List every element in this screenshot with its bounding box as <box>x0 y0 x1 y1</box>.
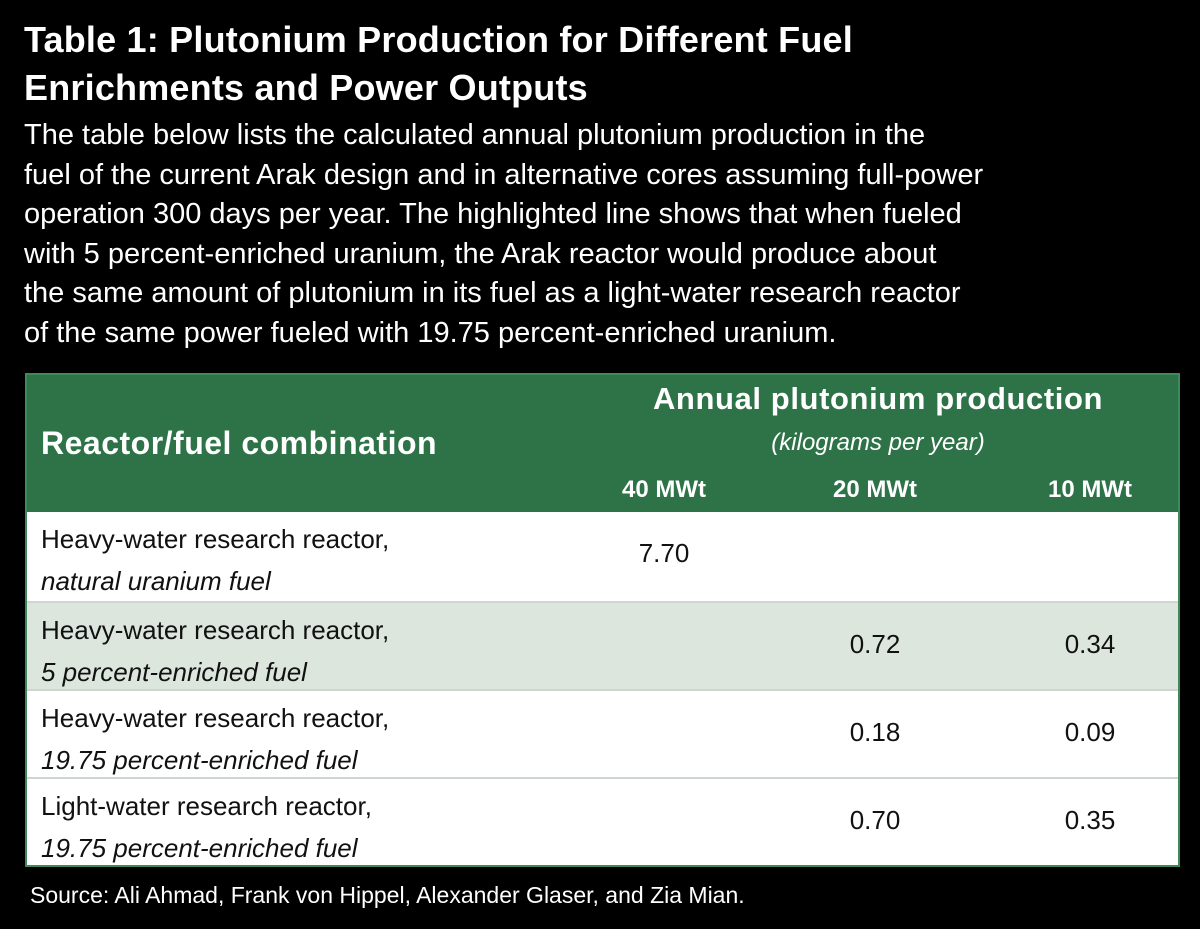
table-description <box>24 116 1189 354</box>
description-line: the same amount of plutonium in its fuel as a light-water research reactor <box>24 277 961 310</box>
table-row-highlighted <box>27 601 1178 689</box>
fuel-type: natural uranium fuel <box>41 566 271 596</box>
reactor-fuel-cell <box>41 609 389 693</box>
description-line: fuel of the current Arak design and in alternative cores assuming full-power <box>24 158 984 191</box>
reactor-fuel-cell <box>41 785 372 867</box>
power-header-40: 40 MWt <box>622 476 706 503</box>
description-line: of the same power fueled with 19.75 percent-enriched uranium. <box>24 316 837 349</box>
reactor-type: Light-water research reactor, <box>41 791 372 821</box>
reactor-fuel-column-header: Reactor/fuel combination <box>41 425 438 461</box>
value-20-mwt: 0.70 <box>849 805 901 835</box>
value-10-mwt: 0.35 <box>1064 805 1116 835</box>
plutonium-table <box>25 373 1180 867</box>
annual-production-header: Annual plutonium production <box>652 381 1104 416</box>
table-row <box>27 512 1178 601</box>
table-row <box>27 689 1178 777</box>
table-title <box>24 16 1184 112</box>
value-10-mwt: 0.34 <box>1064 629 1116 659</box>
table-row <box>27 777 1178 867</box>
reactor-type: Heavy-water research reactor, <box>41 615 390 645</box>
power-header-20: 20 MWt <box>833 476 917 503</box>
value-20-mwt: 0.18 <box>849 717 901 747</box>
reactor-type: Heavy-water research reactor, <box>41 703 390 733</box>
table-title-line-2: Enrichments and Power Outputs <box>24 67 588 108</box>
source-note: Source: Ali Ahmad, Frank von Hippel, Alexander Glaser, and Zia Mian. <box>30 882 745 908</box>
reactor-type: Heavy-water research reactor, <box>41 524 390 554</box>
table-title-line-1: Table 1: Plutonium Production for Different Fuel <box>24 19 853 60</box>
table-header <box>27 375 1178 512</box>
units-subheader: (kilograms per year) <box>771 429 985 456</box>
value-10-mwt: 0.09 <box>1064 717 1116 747</box>
fuel-type: 5 percent-enriched fuel <box>41 657 307 687</box>
value-20-mwt: 0.72 <box>849 629 901 659</box>
description-line: with 5 percent-enriched uranium, the Arak reactor would produce about <box>24 237 937 270</box>
reactor-fuel-cell <box>41 697 389 781</box>
description-line: The table below lists the calculated annual plutonium production in the <box>24 119 926 151</box>
power-header-10: 10 MWt <box>1048 476 1132 503</box>
fuel-type: 19.75 percent-enriched fuel <box>41 745 358 775</box>
reactor-fuel-cell <box>41 518 389 602</box>
description-line: operation 300 days per year. The highlighted line shows that when fueled <box>24 198 962 231</box>
fuel-type: 19.75 percent-enriched fuel <box>41 833 358 863</box>
value-40-mwt: 7.70 <box>638 538 690 568</box>
